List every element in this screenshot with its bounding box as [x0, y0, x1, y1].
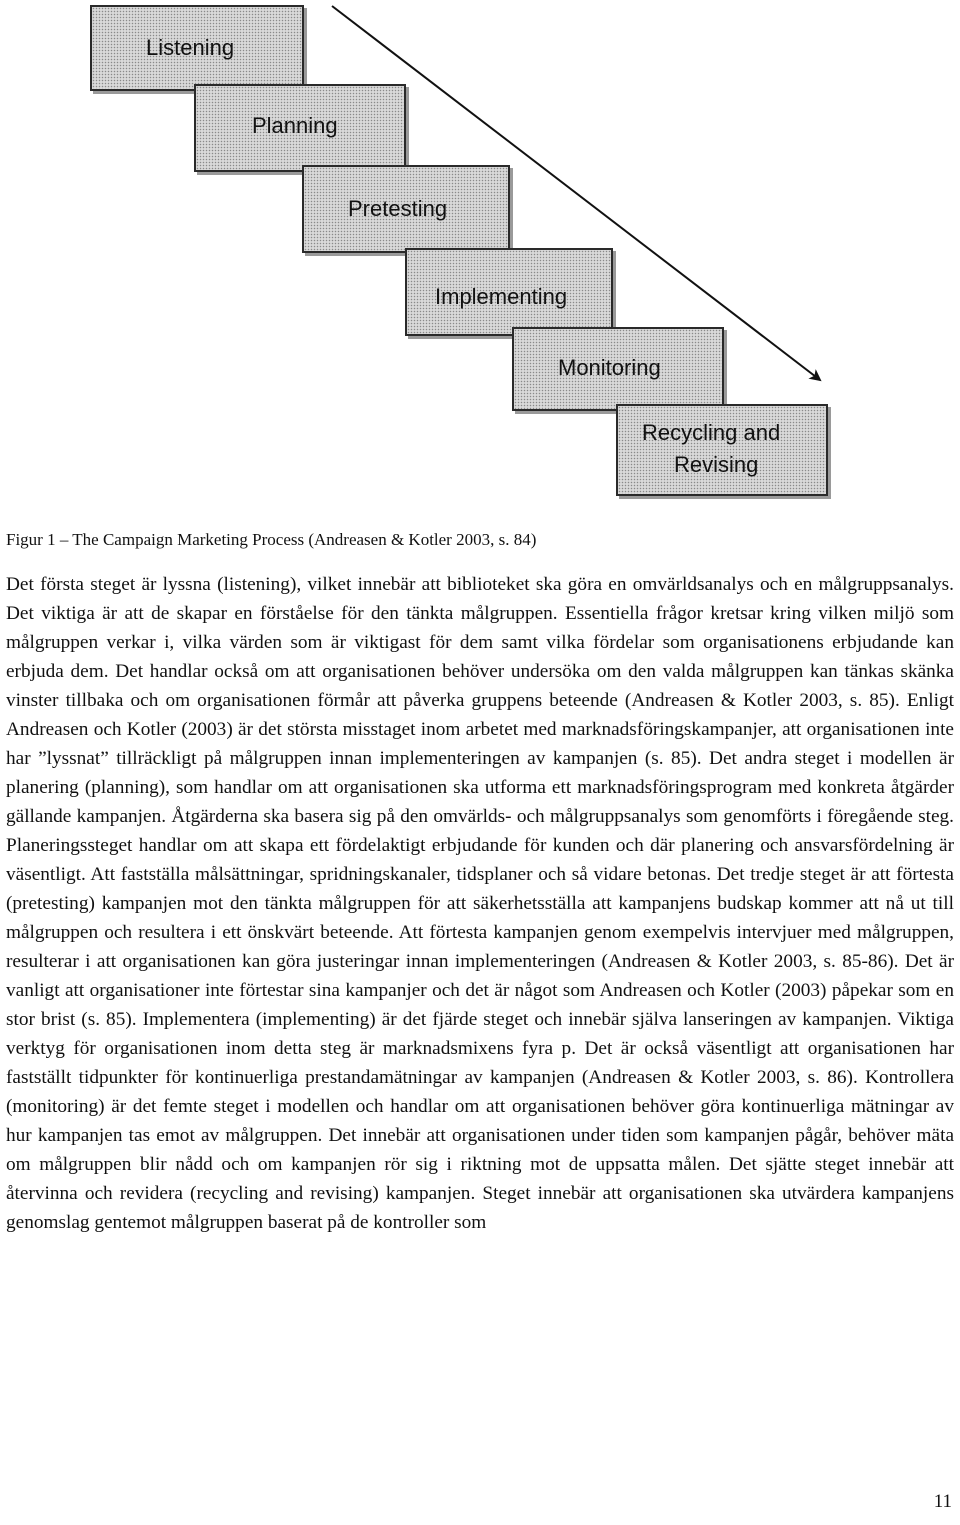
step-recycling-label-line1: Recycling and	[642, 420, 781, 445]
figure-caption: Figur 1 – The Campaign Marketing Process (Andreasen & Kotler 2003, s. 84)	[6, 530, 537, 549]
step-recycling-box	[616, 404, 828, 496]
campaign-process-figure	[0, 0, 960, 500]
step-planning-label: Planning	[252, 113, 338, 138]
page-number: 11	[933, 1491, 952, 1512]
body-paragraph: Det första steget är lyssna (listening), vilket innebär att biblioteket ska göra en omvärldsanalys och en målgruppsanalys. Det viktiga är att de skapar en förståelse för den tänkta målgruppen. Essentiella frågor kretsar kring vilken miljö som målgruppen verkar i, vilka värden som är viktigast för dem samt vilka fördelar som organisationens erbjudande kan erbjuda dem. Det handlar också om att organisationen behöver undersöka om den valda målgruppen kan tänkas skänka vinster tillbaka och om organisationen förmår att påverka gruppens beteende (Andreasen & Kotler 2003, s. 85). Enligt Andreasen och Kotler (2003) är det största misstaget inom arbetet med marknadsföringskampanjer, att organisationen inte har ”lyssnat” tillräckligt på målgruppen innan implementeringen av kampanjen (s. 85). Det andra steget i modellen är planering (planning), som handlar om att organisationen ska utforma ett marknadsföringsprogram med konkreta åtgärder gällande kampanjen. Åtgärderna ska basera sig på den omvärlds- och målgruppsanalys som genomförts i föregående steg. Planeringssteget handlar om att skapa ett fördelaktigt erbjudande för kunden och där planering och ansvarsfördelning är väsentligt. Att fastställa målsättningar, spridningskanaler, tidsplaner och så vidare betonas. Det tredje steget är att förtesta (pretesting) kampanjen mot den tänkta målgruppen för att säkerhetsställa att kampanjens budskap kommer att nå ut till målgruppen och resultera i ett önskvärt beteende. Att förtesta kampanjen genom exempelvis intervjuer med målgruppen, resulterar i att organisationen kan göra justeringar innan implementeringen (Andreasen & Kotler 2003, s. 85-86). Det är vanligt att organisationer inte förtestar sina kampanjer och det är något som Andreasen och Kotler (2003) påpekar som en stor brist (s. 85). Implementera (implementing) är det fjärde steget och innebär själva lanseringen av kampanjen. Viktiga verktyg för organisationen inom detta steg är marknadsmixens fyra p. Det är också väsentligt att organisationen har fastställt tidpunkter för kontinuerliga prestandamätningar av kampanjen (Andreasen & Kotler 2003, s. 86). Kontrollera (monitoring) är det femte steget i modellen och handlar om att organisationen behöver göra kontinuerliga mätningar av hur kampanjen tas emot av målgruppen. Det innebär att organisationen under tiden som kampanjen pågår, behöver mäta om målgruppen blir nådd och om kampanjen rör sig i riktning mot de uppsatta målen. Det sjätte steget innebär att återvinna och revidera (recycling and revising) kampanjen. Steget innebär att organisationen ska utvärdera kampanjens genomslag gentemot målgruppen baserat på de kontroller som	[6, 574, 954, 1233]
step-implementing-label: Implementing	[435, 284, 568, 309]
step-pretesting-label: Pretesting	[348, 196, 448, 221]
step-recycling-label-line2: Revising	[674, 452, 759, 477]
step-listening-label: Listening	[146, 35, 235, 60]
step-pretesting-box	[302, 165, 510, 253]
step-listening-box	[90, 5, 304, 91]
step-planning-box	[194, 84, 406, 172]
step-monitoring-box	[512, 327, 724, 411]
step-implementing-box	[405, 248, 613, 336]
step-monitoring-label: Monitoring	[558, 355, 661, 380]
